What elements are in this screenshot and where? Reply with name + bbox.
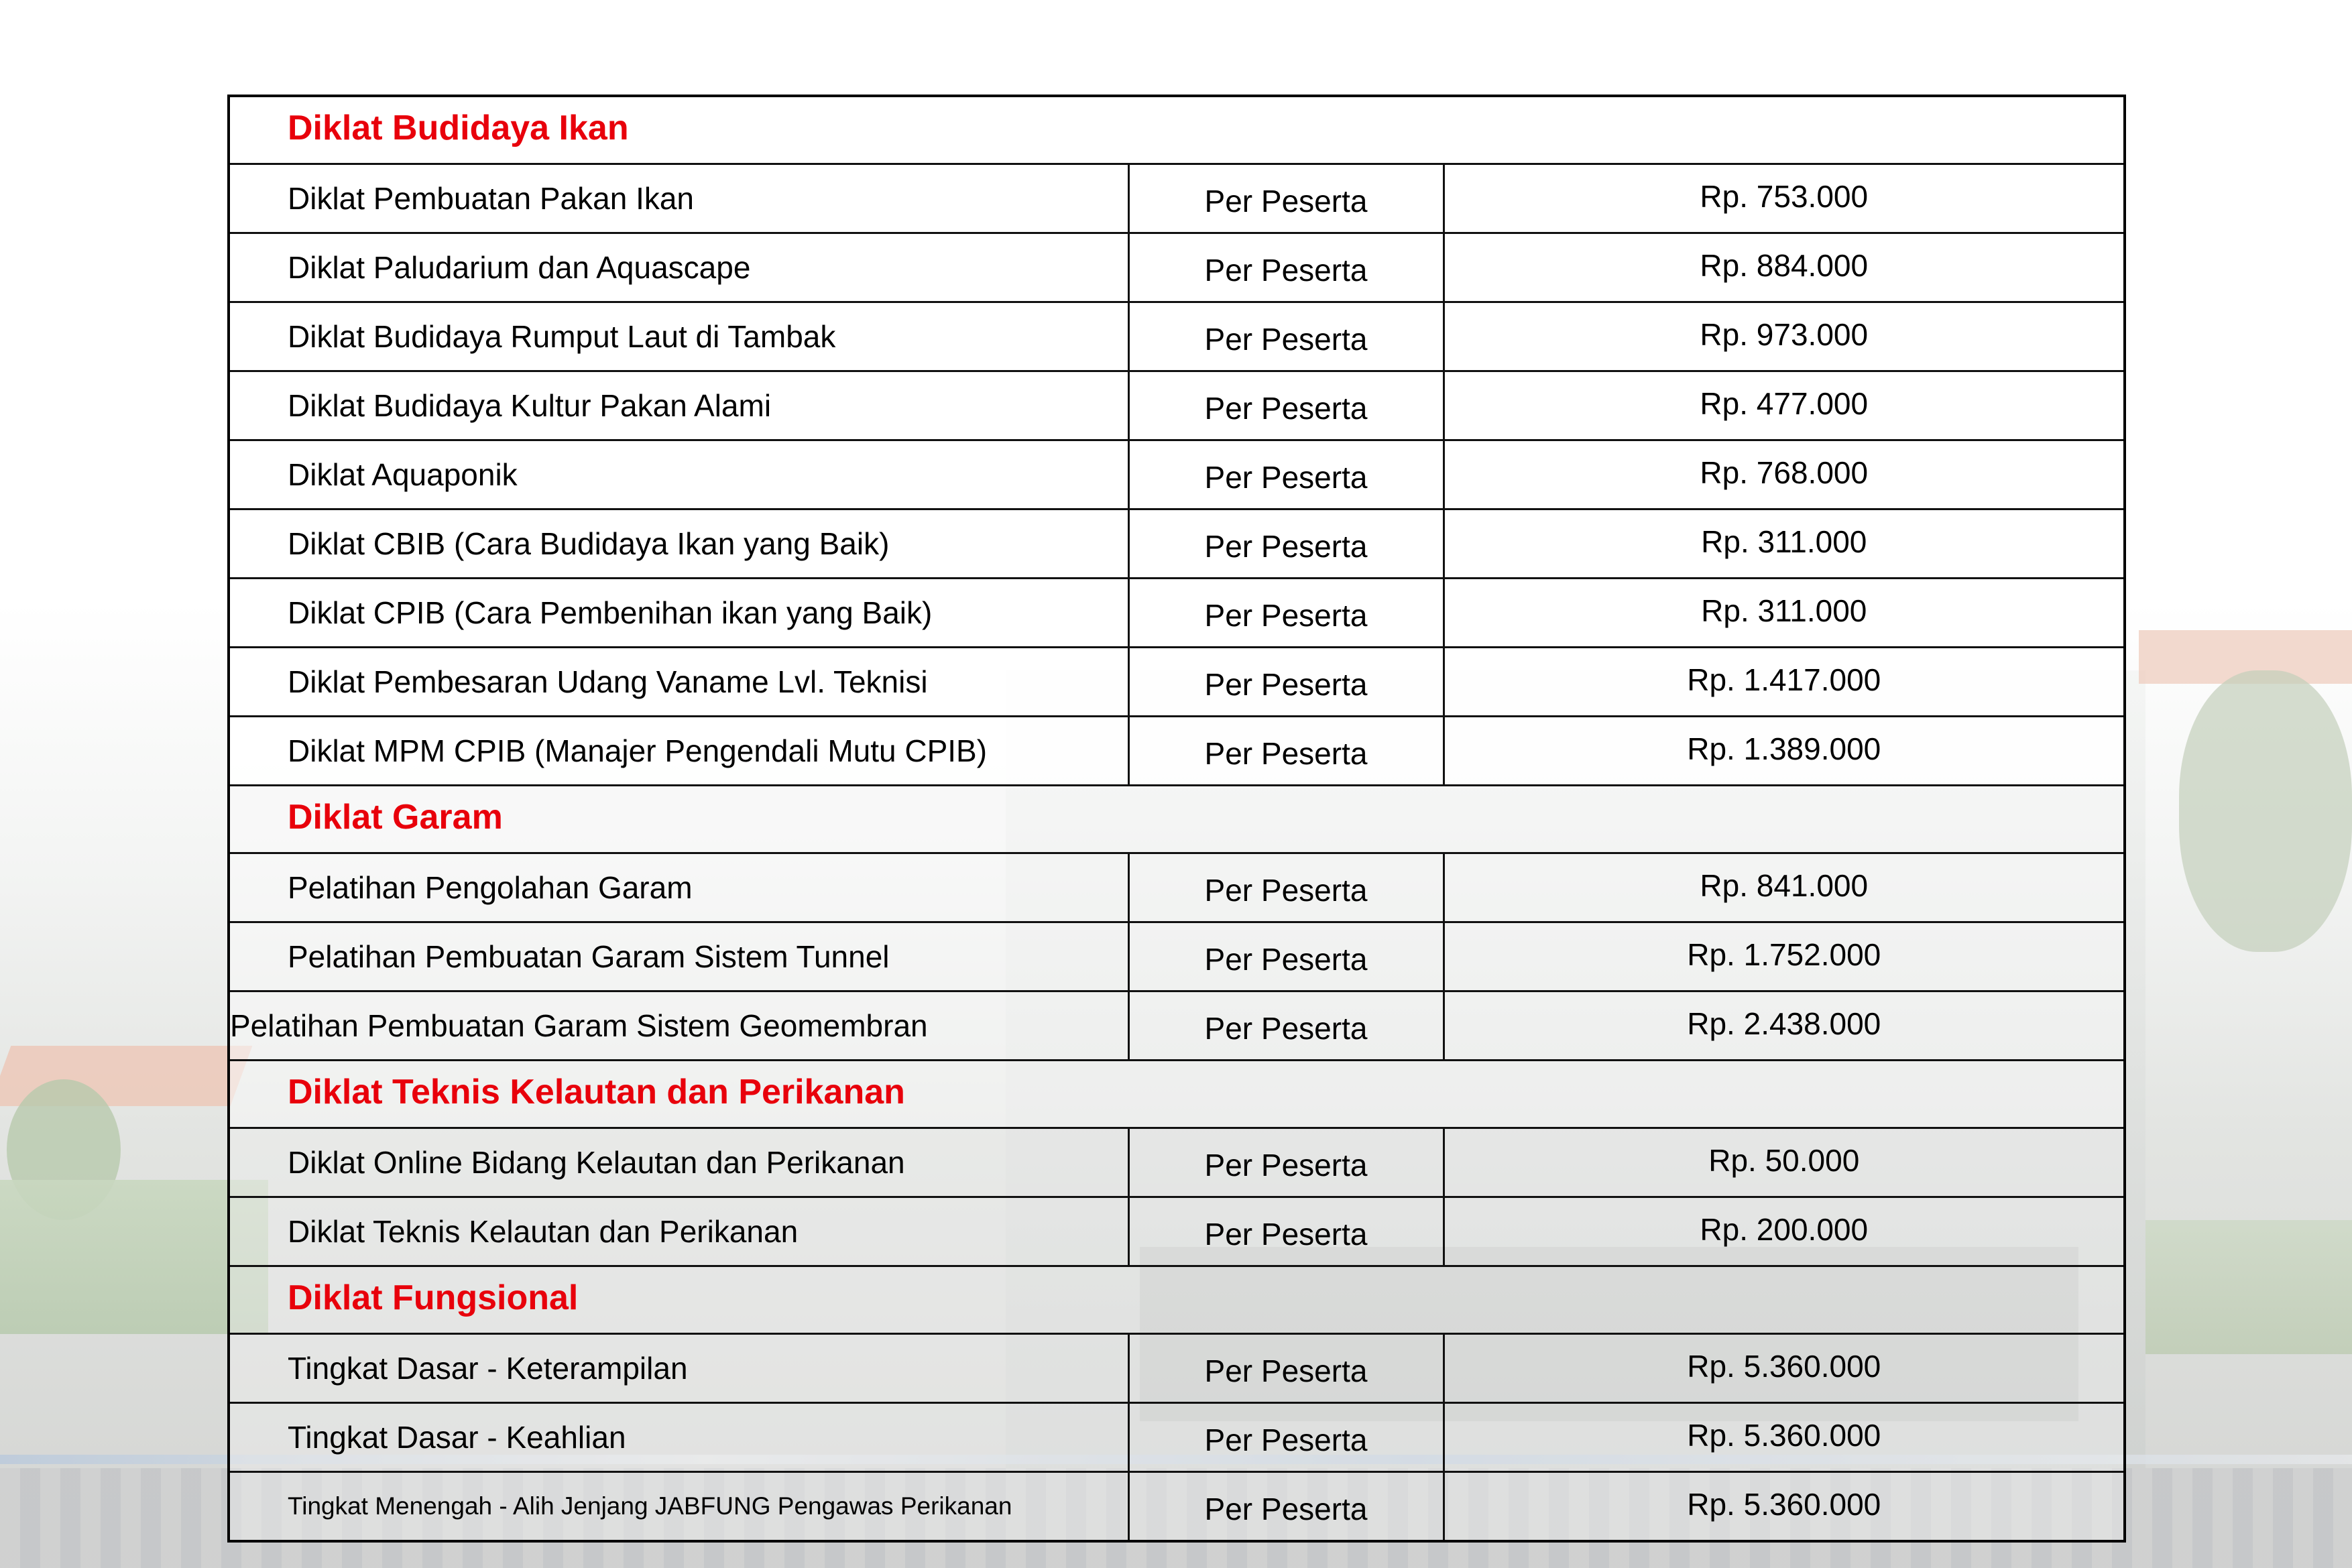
course-unit: Per Peserta [1128, 440, 1444, 509]
course-unit: Per Peserta [1128, 922, 1444, 991]
table-row [229, 509, 2125, 579]
course-name: Pelatihan Pembuatan Garam Sistem Tunnel [229, 922, 1128, 991]
table-row [229, 717, 2125, 786]
course-name: Pelatihan Pengolahan Garam [229, 853, 1128, 922]
table-row [229, 991, 2125, 1061]
course-name: Diklat CBIB (Cara Budidaya Ikan yang Baik) [229, 509, 1128, 579]
table-row [229, 371, 2125, 440]
course-unit: Per Peserta [1128, 1128, 1444, 1197]
course-price: Rp. 753.000 [1444, 164, 2125, 233]
course-price: Rp. 200.000 [1444, 1197, 2125, 1266]
course-name: Tingkat Dasar - Keahlian [229, 1403, 1128, 1472]
course-name: Diklat CPIB (Cara Pembenihan ikan yang Baik) [229, 579, 1128, 648]
background-grass-right [2145, 1220, 2352, 1354]
section-title: Diklat Fungsional [229, 1266, 2125, 1334]
course-price: Rp. 1.752.000 [1444, 922, 2125, 991]
table-row [229, 302, 2125, 371]
section-title: Diklat Garam [229, 786, 2125, 853]
course-price: Rp. 311.000 [1444, 509, 2125, 579]
course-unit: Per Peserta [1128, 509, 1444, 579]
training-price-table [227, 95, 2126, 1543]
table-row [229, 1197, 2125, 1266]
course-price: Rp. 5.360.000 [1444, 1403, 2125, 1472]
course-price: Rp. 768.000 [1444, 440, 2125, 509]
course-unit: Per Peserta [1128, 853, 1444, 922]
course-price: Rp. 973.000 [1444, 302, 2125, 371]
table-row [229, 648, 2125, 717]
course-unit: Per Peserta [1128, 991, 1444, 1061]
course-price: Rp. 841.000 [1444, 853, 2125, 922]
table-row [229, 1128, 2125, 1197]
course-name: Diklat Pembesaran Udang Vaname Lvl. Teknisi [229, 648, 1128, 717]
course-price: Rp. 50.000 [1444, 1128, 2125, 1197]
course-price: Rp. 2.438.000 [1444, 991, 2125, 1061]
course-unit: Per Peserta [1128, 302, 1444, 371]
course-price: Rp. 5.360.000 [1444, 1334, 2125, 1403]
section-title: Diklat Teknis Kelautan dan Perikanan [229, 1061, 2125, 1128]
table-row [229, 1334, 2125, 1403]
table-row [229, 1472, 2125, 1542]
course-price: Rp. 884.000 [1444, 233, 2125, 302]
table-row [229, 1403, 2125, 1472]
course-name: Diklat MPM CPIB (Manajer Pengendali Mutu CPIB) [229, 717, 1128, 786]
section-header-row [229, 96, 2125, 164]
course-name: Diklat Online Bidang Kelautan dan Perikanan [229, 1128, 1128, 1197]
table-row [229, 233, 2125, 302]
section-header-row [229, 1266, 2125, 1334]
course-unit: Per Peserta [1128, 1472, 1444, 1542]
course-unit: Per Peserta [1128, 1403, 1444, 1472]
background-tree-right [2179, 670, 2352, 952]
course-unit: Per Peserta [1128, 233, 1444, 302]
table-row [229, 853, 2125, 922]
table-row [229, 579, 2125, 648]
course-name: Diklat Pembuatan Pakan Ikan [229, 164, 1128, 233]
section-header-row [229, 1061, 2125, 1128]
course-name: Diklat Budidaya Kultur Pakan Alami [229, 371, 1128, 440]
course-price: Rp. 311.000 [1444, 579, 2125, 648]
course-name: Pelatihan Pembuatan Garam Sistem Geomembran [229, 991, 1128, 1061]
course-unit: Per Peserta [1128, 371, 1444, 440]
course-name: Diklat Paludarium dan Aquascape [229, 233, 1128, 302]
course-unit: Per Peserta [1128, 1197, 1444, 1266]
course-name: Tingkat Menengah - Alih Jenjang JABFUNG Pengawas Perikanan [229, 1472, 1128, 1542]
table-row [229, 440, 2125, 509]
course-unit: Per Peserta [1128, 579, 1444, 648]
course-unit: Per Peserta [1128, 648, 1444, 717]
table-row [229, 922, 2125, 991]
course-price: Rp. 1.389.000 [1444, 717, 2125, 786]
section-title: Diklat Budidaya Ikan [229, 96, 2125, 164]
course-name: Diklat Aquaponik [229, 440, 1128, 509]
course-price: Rp. 477.000 [1444, 371, 2125, 440]
course-unit: Per Peserta [1128, 1334, 1444, 1403]
course-name: Tingkat Dasar - Keterampilan [229, 1334, 1128, 1403]
table-row [229, 164, 2125, 233]
course-unit: Per Peserta [1128, 717, 1444, 786]
course-price: Rp. 5.360.000 [1444, 1472, 2125, 1542]
course-name: Diklat Budidaya Rumput Laut di Tambak [229, 302, 1128, 371]
course-price: Rp. 1.417.000 [1444, 648, 2125, 717]
section-header-row [229, 786, 2125, 853]
course-unit: Per Peserta [1128, 164, 1444, 233]
course-name: Diklat Teknis Kelautan dan Perikanan [229, 1197, 1128, 1266]
